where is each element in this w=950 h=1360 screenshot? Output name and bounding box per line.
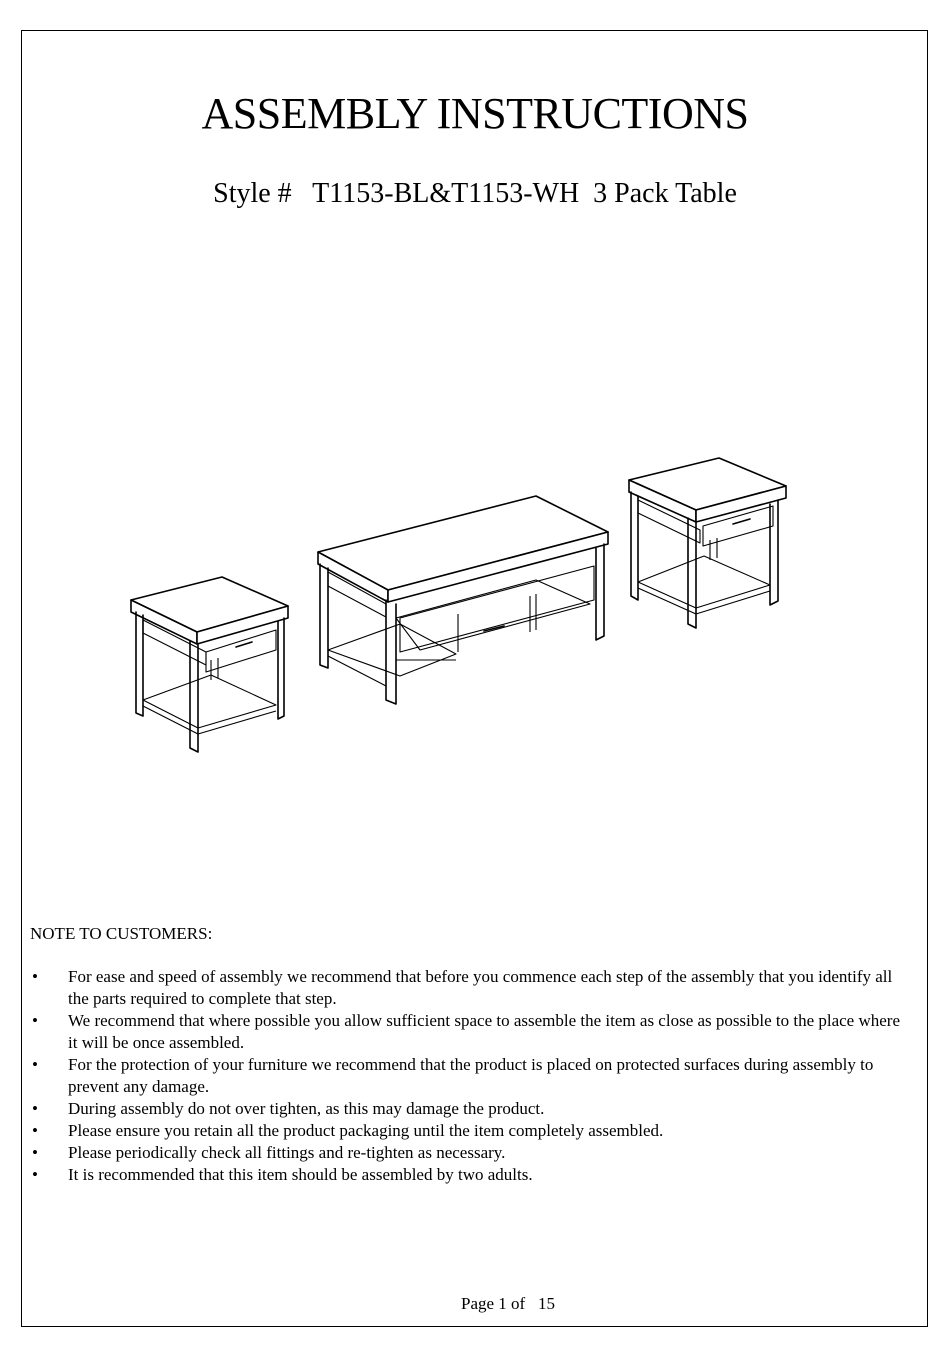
bullet-icon: • — [32, 1165, 38, 1184]
right-end-table-drawing — [629, 458, 786, 628]
list-item — [30, 966, 910, 1010]
coffee-table-drawing — [318, 496, 608, 704]
list-item — [30, 1010, 910, 1054]
list-item — [30, 1164, 910, 1186]
note-text: Please periodically check all fittings and re-tighten as necessary. — [68, 1143, 506, 1162]
bullet-icon: • — [32, 1143, 38, 1162]
note-text: Please ensure you retain all the product packaging until the item completely assembled. — [68, 1121, 664, 1140]
page-number-footer: Page 1 of 15 — [461, 1294, 555, 1313]
note-text: During assembly do not over tighten, as this may damage the product. — [68, 1099, 545, 1118]
bullet-icon: • — [32, 1121, 38, 1140]
bullet-icon: • — [32, 967, 38, 986]
three-table-set-illustration — [100, 440, 820, 770]
note-text: We recommend that where possible you allow sufficient space to assemble the item as close as possible to the place where it will be once assembled. — [68, 1011, 901, 1052]
bullet-icon: • — [32, 1099, 38, 1118]
page-title: ASSEMBLY INSTRUCTIONS — [201, 89, 749, 138]
list-item — [30, 1054, 910, 1098]
bullet-icon: • — [32, 1055, 38, 1074]
style-number-subtitle: Style # T1153-BL&T1153-WH 3 Pack Table — [213, 178, 737, 209]
notes-heading: NOTE TO CUSTOMERS: — [30, 924, 213, 943]
list-item — [30, 1142, 910, 1164]
list-item — [30, 1120, 910, 1142]
note-text: For ease and speed of assembly we recommend that before you commence each step of the assembly that you identify all the parts required to complete that step. — [68, 967, 893, 1008]
note-text: It is recommended that this item should be assembled by two adults. — [68, 1165, 533, 1184]
bullet-icon: • — [32, 1011, 38, 1030]
left-end-table-drawing — [131, 577, 288, 752]
notes-list — [30, 966, 910, 1186]
list-item — [30, 1098, 910, 1120]
note-text: For the protection of your furniture we recommend that the product is placed on protected surfaces during assembly to prevent any damage. — [68, 1055, 874, 1096]
